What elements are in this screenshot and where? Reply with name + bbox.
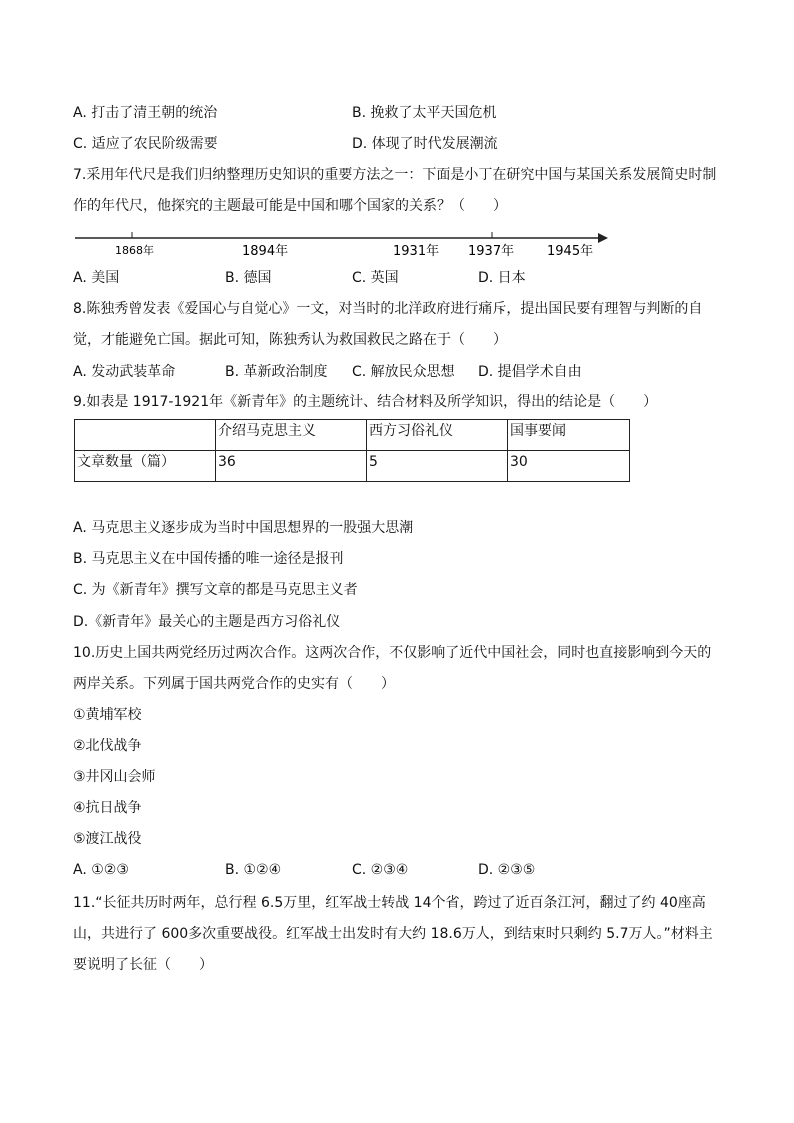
q9-option-d: D.《新青年》最关心的主题是西方习俗礼仪 <box>73 614 341 630</box>
q10-item: ②北伐战争 <box>73 738 142 754</box>
timeline-label: 1931年 <box>393 244 440 259</box>
table-header-cell: 西方习俗礼仪 <box>367 420 508 451</box>
q8-option-a: A. 发动武装革命 <box>73 364 176 380</box>
table-header-cell: 介绍马克思主义 <box>216 420 367 451</box>
q8-option-c: C. 解放民众思想 <box>352 364 455 380</box>
q10-item: ③井冈山会师 <box>73 769 156 785</box>
q8-stem-line2: 觉，才能避免亡国。据此可知，陈独秀认为救国救民之路在于（ ） <box>73 332 507 348</box>
q7-stem-line1: 7.采用年代尺是我们归纳整理历史知识的重要方法之一：下面是小丁在研究中国与某国关系发展简史时制 <box>73 167 717 183</box>
q10-stem-line2: 两岸关系。下列属于国共两党合作的史实有（ ） <box>73 676 395 692</box>
timeline-label: 1945年 <box>547 244 594 259</box>
q6-option-d: D. 体现了时代发展潮流 <box>352 136 498 152</box>
q7-stem-line2: 作的年代尺，他探究的主题最可能是中国和哪个国家的关系？（ ） <box>73 198 507 214</box>
q10-option-a: A. ①②③ <box>73 862 129 878</box>
q8-option-d: D. 提倡学术自由 <box>478 364 582 380</box>
q10-item: ①黄埔军校 <box>73 707 142 723</box>
table-header-cell: 国事要闻 <box>508 420 630 451</box>
q9-stem: 9.如表是 1917-1921年《新青年》的主题统计、结合材料及所学知识，得出的结论是（ ） <box>73 394 658 410</box>
q7-option-c: C. 英国 <box>352 270 399 286</box>
q10-option-c: C. ②③④ <box>352 862 409 878</box>
table-row-label: 文章数量（篇） <box>75 451 216 482</box>
q6-option-a: A. 打击了清王朝的统治 <box>73 105 218 121</box>
q6-option-c: C. 适应了农民阶级需要 <box>73 136 218 152</box>
timeline-arrow <box>598 233 608 243</box>
q11-stem-line1: 11.“长征共历时两年，总行程 6.5万里，红军战士转战 14个省，跨过了近百条江河，翻过了约 40座高 <box>73 895 706 911</box>
q8-option-b: B. 革新政治制度 <box>225 364 328 380</box>
q7-option-b: B. 德国 <box>225 270 272 286</box>
q10-stem-line1: 10.历史上国共两党经历过两次合作。这两次合作，不仅影响了近代中国社会，同时也直接影响到今天的 <box>73 645 712 661</box>
timeline-label: 1937年 <box>468 244 515 259</box>
q10-item: ⑤渡江战役 <box>73 831 142 847</box>
q10-option-d: D. ②③⑤ <box>478 862 536 878</box>
table-header-row <box>75 420 630 451</box>
table-cell: 30 <box>508 451 630 482</box>
q7-option-a: A. 美国 <box>73 270 120 286</box>
q10-item: ④抗日战争 <box>73 800 142 816</box>
table-header-cell <box>75 420 216 451</box>
q11-stem-line2: 山，共进行了 600多次重要战役。红军战士出发时有大约 18.6万人，到结束时只剩约 5.7万人。”材料主 <box>73 926 713 942</box>
table-cell: 36 <box>216 451 367 482</box>
q10-option-b: B. ①②④ <box>225 862 282 878</box>
table-cell: 5 <box>367 451 508 482</box>
table-row <box>75 451 630 482</box>
timeline <box>70 228 615 260</box>
q7-option-d: D. 日本 <box>478 270 526 286</box>
q9-option-a: A. 马克思主义逐步成为当时中国思想界的一股强大思潮 <box>73 520 414 536</box>
q6-option-b: B. 挽救了太平天国危机 <box>352 105 497 121</box>
q9-table <box>74 419 630 482</box>
q8-stem-line1: 8.陈独秀曾发表《爱国心与自觉心》一文，对当时的北洋政府进行痛斥，提出国民要有理智与判断的自 <box>73 301 703 317</box>
timeline-label: 1894年 <box>242 244 289 259</box>
timeline-label: 1868年 <box>115 244 154 257</box>
q9-option-b: B. 马克思主义在中国传播的唯一途径是报刊 <box>73 551 344 567</box>
q9-option-c: C. 为《新青年》撰写文章的都是马克思主义者 <box>73 582 358 598</box>
q11-stem-line3: 要说明了长征（ ） <box>73 957 213 973</box>
